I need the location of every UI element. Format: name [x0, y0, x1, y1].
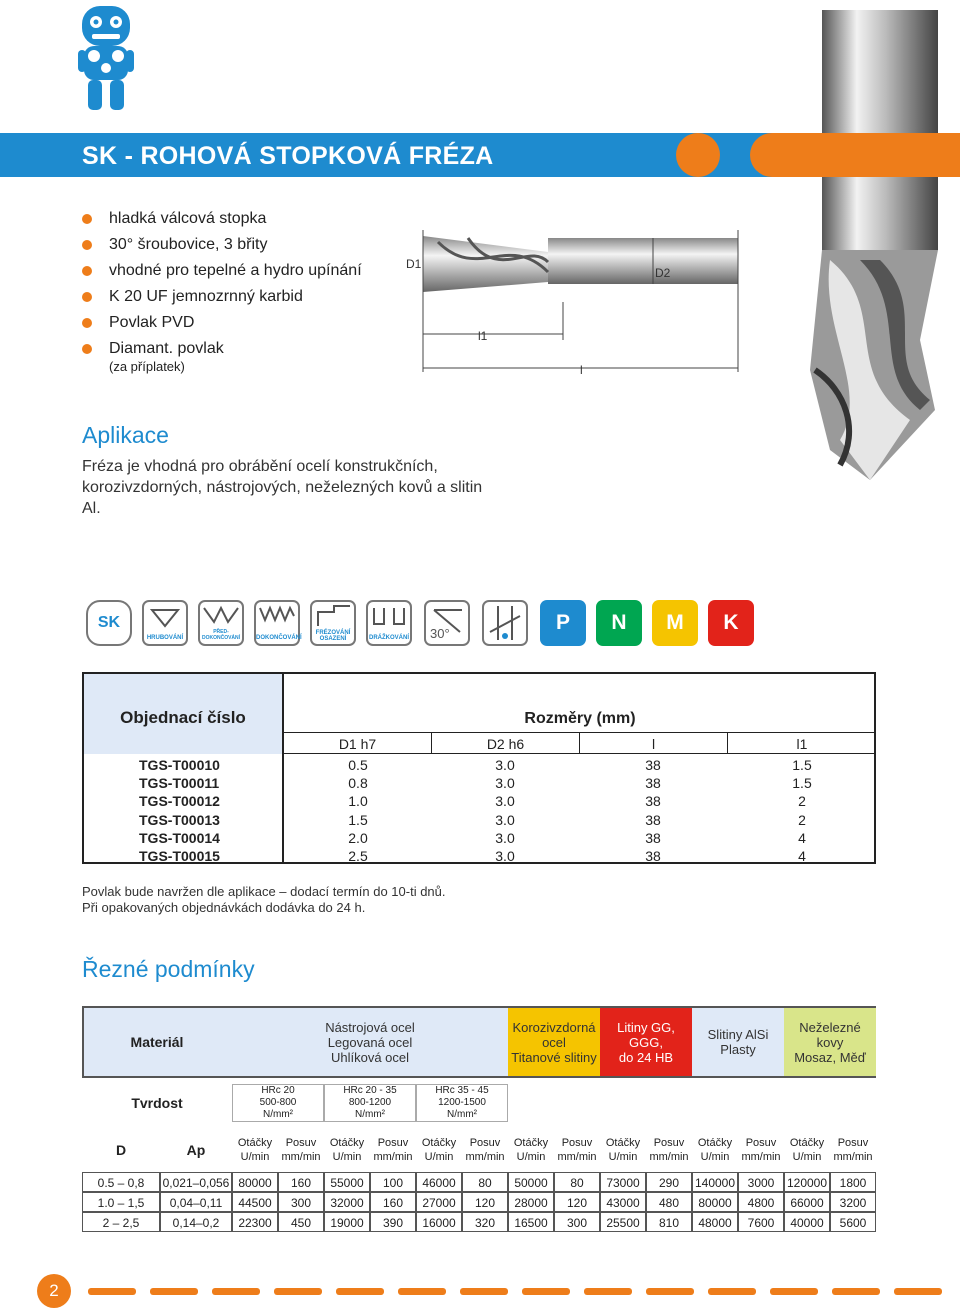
- cut-cell-line: mm/min: [649, 1151, 689, 1163]
- cut-value: 16500: [508, 1212, 554, 1232]
- hardness-cell: [232, 1084, 324, 1122]
- footer-dash: [274, 1288, 322, 1295]
- cut-value: 46000: [416, 1172, 462, 1192]
- cut-cell-line: U/min: [700, 1151, 730, 1163]
- finishing-icon: [254, 600, 300, 646]
- feature-list: [82, 206, 362, 374]
- cut-cell-line: Plasty: [720, 1042, 756, 1057]
- cut-cell-line: HRc 20: [261, 1085, 295, 1096]
- cut-cell-line: Otáčky: [789, 1137, 825, 1149]
- col-header: D1 h7: [284, 732, 431, 754]
- cut-value: 160: [370, 1192, 416, 1212]
- cut-cell-line: Posuv: [837, 1137, 869, 1149]
- col-header: l: [579, 732, 727, 754]
- cut-value: 48000: [692, 1212, 738, 1232]
- footer-dash: [832, 1288, 880, 1295]
- cut-cell-line: mm/min: [465, 1151, 505, 1163]
- cut-value: 1800: [830, 1172, 876, 1192]
- ap-label: Ap: [186, 1142, 206, 1158]
- otacky-header: [600, 1130, 646, 1170]
- otacky-header: [508, 1130, 554, 1170]
- posuv-header: [738, 1130, 784, 1170]
- dimension-drawing: [398, 222, 748, 382]
- order-row: [84, 811, 874, 829]
- ap-value: 0,021–0,056: [160, 1172, 232, 1192]
- cut-value: 16000: [416, 1212, 462, 1232]
- cut-value: 300: [278, 1192, 324, 1212]
- feature-item: Povlak PVD: [82, 310, 362, 336]
- otacky-header: [324, 1130, 370, 1170]
- header-rule: [284, 753, 876, 754]
- cut-value: 27000: [416, 1192, 462, 1212]
- cut-cell-line: Otáčky: [421, 1137, 457, 1149]
- footer-dash: [708, 1288, 756, 1295]
- footer-dash: [88, 1288, 136, 1295]
- page-number: 2: [37, 1274, 71, 1308]
- footer-dash: [212, 1288, 260, 1295]
- cut-value: 66000: [784, 1192, 830, 1212]
- cut-value: 73000: [600, 1172, 646, 1192]
- cut-value: 160: [278, 1172, 324, 1192]
- hardness-cell: [324, 1084, 416, 1122]
- cut-value: 140000: [692, 1172, 738, 1192]
- cut-value: 290: [646, 1172, 692, 1192]
- application-text: Fréza je vhodná pro obrábění ocelí konstrukčních, korozivzdorných, nástrojových, neželezných kovů a slitin Al.: [82, 458, 483, 517]
- label-d1: D1: [406, 257, 422, 271]
- order-cell-l1: 2: [798, 793, 806, 810]
- cut-value: 120: [554, 1192, 600, 1212]
- cut-value: 50000: [508, 1172, 554, 1192]
- order-cell-l: 38: [645, 848, 661, 864]
- posuv-header: [646, 1130, 692, 1170]
- order-number-header: Objednací číslo: [120, 708, 246, 727]
- material-header: [692, 1008, 784, 1076]
- feature-text: Diamant. povlak: [109, 340, 224, 357]
- cut-cell-line: 800-1200: [348, 1097, 392, 1108]
- material-badge-p: P: [540, 600, 586, 646]
- order-row: [84, 829, 874, 847]
- cut-value: 25500: [600, 1212, 646, 1232]
- order-cell-l: 38: [645, 775, 661, 792]
- order-cell-l: 38: [645, 793, 661, 810]
- posuv-header: [462, 1130, 508, 1170]
- cut-cell-line: U/min: [332, 1151, 362, 1163]
- order-row: [84, 792, 874, 810]
- cut-cell-line: 1200-1500: [438, 1097, 486, 1108]
- op-label: DRÁŽKOVÁNÍ: [369, 635, 409, 641]
- cut-cell-line: Posuv: [469, 1137, 501, 1149]
- cut-cell-line: Posuv: [561, 1137, 593, 1149]
- op-label: HRUBOVÁNÍ: [146, 635, 184, 641]
- order-code: TGS-T00014: [139, 829, 220, 846]
- cut-value: 43000: [600, 1192, 646, 1212]
- cut-cell-line: kovy: [816, 1034, 844, 1050]
- footer-dash: [646, 1288, 694, 1295]
- cut-cell-line: mm/min: [557, 1151, 597, 1163]
- cut-cell-line: U/min: [424, 1151, 454, 1163]
- cut-cell-line: N/mm²: [447, 1109, 477, 1120]
- order-code: TGS-T00010: [139, 757, 220, 773]
- material-badge-m: M: [652, 600, 698, 646]
- order-cell-l1: 2: [798, 811, 806, 828]
- order-cell-d1: 1.5: [348, 811, 368, 828]
- material-badge-k: K: [708, 600, 754, 646]
- cut-cell-line: Posuv: [653, 1137, 685, 1149]
- shoulder-milling-icon: [310, 600, 356, 646]
- roughing-icon: [142, 600, 188, 646]
- cut-value: 810: [646, 1212, 692, 1232]
- cut-cell-line: Posuv: [745, 1137, 777, 1149]
- cut-value: 7600: [738, 1212, 784, 1232]
- otacky-header: [692, 1130, 738, 1170]
- order-row: [84, 847, 874, 865]
- cut-cell-line: Nástrojová ocel: [325, 1019, 415, 1035]
- notes: [82, 884, 446, 916]
- cut-value: 55000: [324, 1172, 370, 1192]
- note-line: Při opakovaných objednávkách dodávka do 24 h.: [82, 900, 366, 915]
- cut-cell-line: mm/min: [741, 1151, 781, 1163]
- cut-cell-line: U/min: [608, 1151, 638, 1163]
- material-header: [508, 1008, 600, 1076]
- order-row: [84, 774, 874, 792]
- feature-item: K 20 UF jemnozrnný karbid: [82, 284, 362, 310]
- order-cell-l: 38: [645, 757, 661, 773]
- cut-value: 480: [646, 1192, 692, 1212]
- col-header: D2 h6: [431, 732, 579, 754]
- cut-value: 80: [462, 1172, 508, 1192]
- order-code: TGS-T00011: [139, 775, 220, 792]
- d-label: D: [115, 1142, 127, 1158]
- page-title: SK - ROHOVÁ STOPKOVÁ FRÉZA: [82, 142, 494, 170]
- cut-value: 100: [370, 1172, 416, 1192]
- cut-value: 19000: [324, 1212, 370, 1232]
- cut-cell-line: Uhlíková ocel: [330, 1049, 410, 1065]
- cut-cell-line: Otáčky: [237, 1137, 273, 1149]
- decor-circle: [676, 133, 720, 177]
- order-code: TGS-T00013: [139, 811, 220, 828]
- cut-cell-line: Otáčky: [605, 1137, 641, 1149]
- cut-value: 120: [462, 1192, 508, 1212]
- cut-cell-line: 500-800: [259, 1097, 297, 1108]
- label-l: l: [580, 363, 583, 377]
- feature-note: (za příplatek): [109, 359, 185, 374]
- footer-dash: [770, 1288, 818, 1295]
- ap-value: 0,14–0,2: [160, 1212, 232, 1232]
- order-cell-d1: 0.8: [348, 775, 368, 792]
- cut-value: 3200: [830, 1192, 876, 1212]
- order-cell-d2: 3.0: [495, 811, 515, 828]
- cut-value: 4800: [738, 1192, 784, 1212]
- direction-icon: [482, 600, 528, 646]
- cut-cell-line: N/mm²: [263, 1109, 293, 1120]
- cut-value: 40000: [784, 1212, 830, 1232]
- hardness-cell: [416, 1084, 508, 1122]
- cut-value: 3000: [738, 1172, 784, 1192]
- cut-value: 120000: [784, 1172, 830, 1192]
- posuv-header: [554, 1130, 600, 1170]
- cut-cell-line: Titanové slitiny: [511, 1049, 597, 1065]
- feature-item: vhodné pro tepelné a hydro upínání: [82, 258, 362, 284]
- cut-cell-line: Neželezné: [799, 1019, 861, 1035]
- cut-cell-line: Posuv: [377, 1137, 409, 1149]
- order-row: [84, 756, 874, 774]
- footer-dash: [398, 1288, 446, 1295]
- posuv-header: [830, 1130, 876, 1170]
- op-label: FRÉZOVÁNÍ OSAZENÍ: [315, 630, 351, 642]
- posuv-header: [278, 1130, 324, 1170]
- cut-value: 80000: [232, 1172, 278, 1192]
- material-header: [600, 1008, 692, 1076]
- cut-cell-line: Mosaz, Měď: [794, 1049, 866, 1065]
- semi-finishing-icon: [198, 600, 244, 646]
- cut-cell-line: ocel: [542, 1034, 566, 1050]
- footer-dash: [522, 1288, 570, 1295]
- helix-angle-icon: [424, 600, 470, 646]
- cut-cell-line: mm/min: [373, 1151, 413, 1163]
- cut-value: 390: [370, 1212, 416, 1232]
- cut-cell-line: U/min: [516, 1151, 546, 1163]
- order-cell-d1: 2.0: [348, 829, 368, 846]
- note-line: Povlak bude navržen dle aplikace – dodací termín do 10-ti dnů.: [82, 884, 446, 899]
- otacky-header: [784, 1130, 830, 1170]
- order-cell-d2: 3.0: [495, 793, 515, 810]
- cut-cell-line: Otáčky: [513, 1137, 549, 1149]
- sk-label: SK: [97, 614, 121, 631]
- label-l1: l1: [478, 329, 488, 343]
- order-code: TGS-T00015: [139, 848, 220, 864]
- cut-value: 450: [278, 1212, 324, 1232]
- order-table: [82, 672, 876, 864]
- cut-value: 80: [554, 1172, 600, 1192]
- cut-value: 80000: [692, 1192, 738, 1212]
- cut-cell-line: mm/min: [281, 1151, 321, 1163]
- order-cell-l: 38: [645, 829, 661, 846]
- cut-cell-line: U/min: [240, 1151, 270, 1163]
- cutting-title: Řezné podmínky: [82, 956, 255, 982]
- label-d2: D2: [655, 266, 671, 280]
- order-cell-l1: 1.5: [792, 775, 812, 792]
- material-label: Materiál: [130, 1034, 184, 1050]
- col-header: l1: [727, 732, 876, 754]
- cut-value: 22300: [232, 1212, 278, 1232]
- cut-value: 300: [554, 1212, 600, 1232]
- material-header: [784, 1008, 876, 1076]
- order-cell-l1: 4: [798, 829, 806, 846]
- cut-cell-line: N/mm²: [355, 1109, 385, 1120]
- order-cell-d1: 0.5: [348, 757, 368, 773]
- footer-dash: [894, 1288, 942, 1295]
- order-code: TGS-T00012: [139, 793, 220, 810]
- feature-item: 30° šroubovice, 3 břity: [82, 232, 362, 258]
- cut-value: 5600: [830, 1212, 876, 1232]
- cut-cell-line: HRc 35 - 45: [435, 1085, 489, 1096]
- order-cell-d2: 3.0: [495, 757, 515, 773]
- cut-cell-line: U/min: [792, 1151, 822, 1163]
- material-badge-n: N: [596, 600, 642, 646]
- dimensions-header: Rozměry (mm): [524, 710, 636, 727]
- sk-badge: [86, 600, 132, 646]
- cut-cell-line: Otáčky: [329, 1137, 365, 1149]
- cut-cell-line: Otáčky: [697, 1137, 733, 1149]
- footer-dash: [336, 1288, 384, 1295]
- mascot-logo: [78, 6, 134, 114]
- order-cell-l1: 4: [798, 848, 806, 864]
- cut-cell-line: mm/min: [833, 1151, 873, 1163]
- application-title: Aplikace: [82, 422, 169, 448]
- cut-cell-line: Litiny GG,: [617, 1019, 675, 1035]
- material-header: [232, 1008, 508, 1076]
- order-cell-d1: 2.5: [348, 848, 368, 864]
- d-value: 1.0 – 1,5: [82, 1192, 160, 1212]
- cut-value: 32000: [324, 1192, 370, 1212]
- feature-item: [82, 336, 362, 374]
- op-label: PŘED-DOKONČOVÁNÍ: [201, 629, 241, 641]
- cut-cell-line: Korozivzdorná: [512, 1019, 596, 1035]
- cut-cell-line: do 24 HB: [618, 1049, 674, 1065]
- footer-dashes: [88, 1288, 960, 1296]
- otacky-header: [232, 1130, 278, 1170]
- otacky-header: [416, 1130, 462, 1170]
- cut-cell-line: Legovaná ocel: [327, 1034, 413, 1050]
- footer-dash: [150, 1288, 198, 1295]
- cut-value: 28000: [508, 1192, 554, 1212]
- order-cell-d2: 3.0: [495, 848, 515, 864]
- cut-cell-line: GGG,: [629, 1034, 663, 1050]
- cut-cell-line: HRc 20 - 35: [343, 1085, 397, 1096]
- d-value: 2 – 2,5: [82, 1212, 160, 1232]
- op-label: DOKONČOVÁNÍ: [256, 635, 302, 641]
- feature-item: hladká válcová stopka: [82, 206, 362, 232]
- order-cell-l: 38: [645, 811, 661, 828]
- footer-dash: [460, 1288, 508, 1295]
- cut-cell-line: Slitiny AlSi: [707, 1027, 769, 1042]
- cut-value: 44500: [232, 1192, 278, 1212]
- decor-bar: [750, 133, 960, 177]
- cut-value: 320: [462, 1212, 508, 1232]
- ap-value: 0,04–0,11: [160, 1192, 232, 1212]
- order-cell-l1: 1.5: [792, 757, 812, 773]
- footer-dash: [584, 1288, 632, 1295]
- slotting-icon: [366, 600, 412, 646]
- order-cell-d2: 3.0: [495, 829, 515, 846]
- hardness-label: Tvrdost: [131, 1095, 183, 1111]
- d-value: 0.5 – 0,8: [82, 1172, 160, 1192]
- order-cell-d1: 1.0: [348, 793, 368, 810]
- posuv-header: [370, 1130, 416, 1170]
- cutting-table: [82, 1006, 876, 1232]
- icon-row: [86, 600, 766, 648]
- cut-cell-line: Posuv: [285, 1137, 317, 1149]
- angle-label: 30°: [430, 626, 450, 641]
- order-cell-d2: 3.0: [495, 775, 515, 792]
- tool-photo: [800, 10, 960, 488]
